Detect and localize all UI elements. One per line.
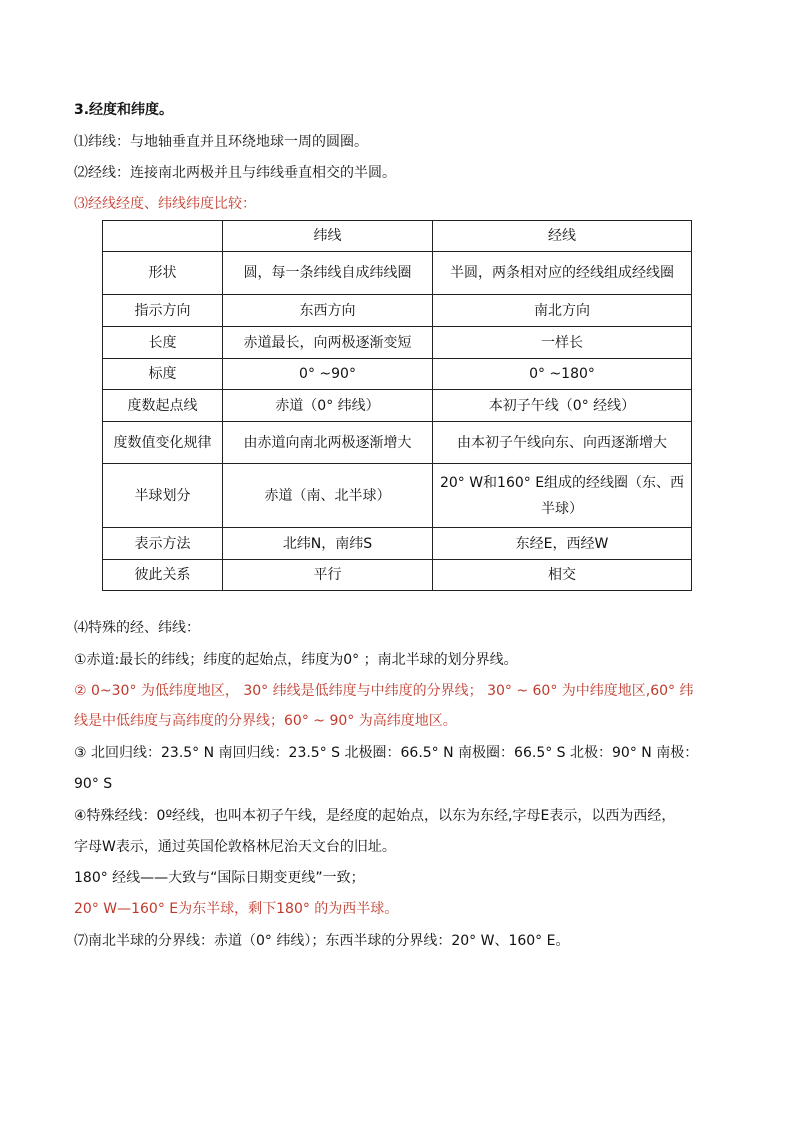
table-header-row	[103, 221, 692, 252]
longitude-cell: 相交	[433, 560, 692, 591]
table-row	[103, 295, 692, 327]
hemisphere-boundaries-note: ⑺南北半球的分界线：赤道（0° 纬线）；东西半球的分界线：20° W、160° E。	[74, 933, 570, 949]
longitude-cell: 20° W和160° E组成的经线圈（东、西半球）	[433, 464, 692, 528]
row-label: 标度	[103, 359, 223, 390]
longitude-cell: 0° ~180°	[433, 359, 692, 390]
latitude-cell: 赤道最长，向两极逐渐变短	[223, 327, 433, 359]
date-line-note: 180° 经线——大致与“国际日期变更线”一致；	[74, 870, 365, 886]
row-label: 彼此关系	[103, 560, 223, 591]
prime-meridian-line1: ④特殊经线：0º经线，也叫本初子午线，是经度的起始点，以东为东经,字母E表示，以西为西经，	[74, 808, 676, 824]
latitude-cell: 赤道（南、北半球）	[223, 464, 433, 528]
equator-note: ①赤道:最长的纬线；纬度的起始点，纬度为0° ；南北半球的划分界线。	[74, 652, 518, 668]
latitude-cell: 赤道（0° 纬线）	[223, 390, 433, 422]
header-cell-latitude: 纬线	[223, 221, 433, 252]
latitude-cell: 平行	[223, 560, 433, 591]
longitude-cell: 由本初子午线向东、向西逐渐增大	[433, 422, 692, 464]
row-label: 长度	[103, 327, 223, 359]
table-row	[103, 528, 692, 560]
comparison-table	[102, 220, 692, 591]
table-row	[103, 422, 692, 464]
special-lines-title: ⑷特殊的经、纬线：	[74, 620, 200, 636]
latitude-line-definition: ⑴纬线：与地轴垂直并且环绕地球一周的圆圈。	[74, 134, 368, 150]
header-cell-empty	[103, 221, 223, 252]
row-label: 指示方向	[103, 295, 223, 327]
table-row	[103, 359, 692, 390]
latitude-cell: 0° ~90°	[223, 359, 433, 390]
latitude-cell: 东西方向	[223, 295, 433, 327]
table-row	[103, 327, 692, 359]
hemisphere-note: 20° W—160° E为东半球，剩下180° 的为西半球。	[74, 901, 399, 917]
section-heading: 3.经度和纬度。	[74, 102, 174, 118]
longitude-cell: 一样长	[433, 327, 692, 359]
latitude-cell: 圆，每一条纬线自成纬线圈	[223, 252, 433, 295]
prime-meridian-line2: 字母W表示，通过英国伦敦格林尼治天文台的旧址。	[74, 839, 396, 855]
latitude-zones-line1: ② 0~30° 为低纬度地区， 30° 纬线是低纬度与中纬度的分界线； 30° ~ 60° 为中纬度地区,60° 纬	[74, 683, 694, 699]
latitude-zones-line2: 线是中低纬度与高纬度的分界线；60° ~ 90° 为高纬度地区。	[74, 713, 457, 729]
longitude-cell: 半圆，两条相对应的经线组成经线圈	[433, 252, 692, 295]
row-label: 度数值变化规律	[103, 422, 223, 464]
table-row	[103, 390, 692, 422]
longitude-cell: 东经E，西经W	[433, 528, 692, 560]
tropics-circles-line1: ③ 北回归线：23.5° N 南回归线：23.5° S 北极圈：66.5° N 南极圈：66.5° S 北极：90° N 南极：	[74, 745, 699, 761]
latitude-cell: 由赤道向南北两极逐渐增大	[223, 422, 433, 464]
longitude-cell: 本初子午线（0° 经线）	[433, 390, 692, 422]
row-label: 表示方法	[103, 528, 223, 560]
table-row	[103, 252, 692, 295]
header-cell-longitude: 经线	[433, 221, 692, 252]
row-label: 形状	[103, 252, 223, 295]
comparison-intro: ⑶经线经度、纬线纬度比较：	[74, 196, 256, 212]
tropics-circles-line2: 90° S	[74, 776, 113, 792]
row-label: 半球划分	[103, 464, 223, 528]
table-row	[103, 464, 692, 528]
latitude-cell: 北纬N，南纬S	[223, 528, 433, 560]
table-row	[103, 560, 692, 591]
longitude-cell: 南北方向	[433, 295, 692, 327]
longitude-line-definition: ⑵经线：连接南北两极并且与纬线垂直相交的半圆。	[74, 165, 396, 181]
row-label: 度数起点线	[103, 390, 223, 422]
